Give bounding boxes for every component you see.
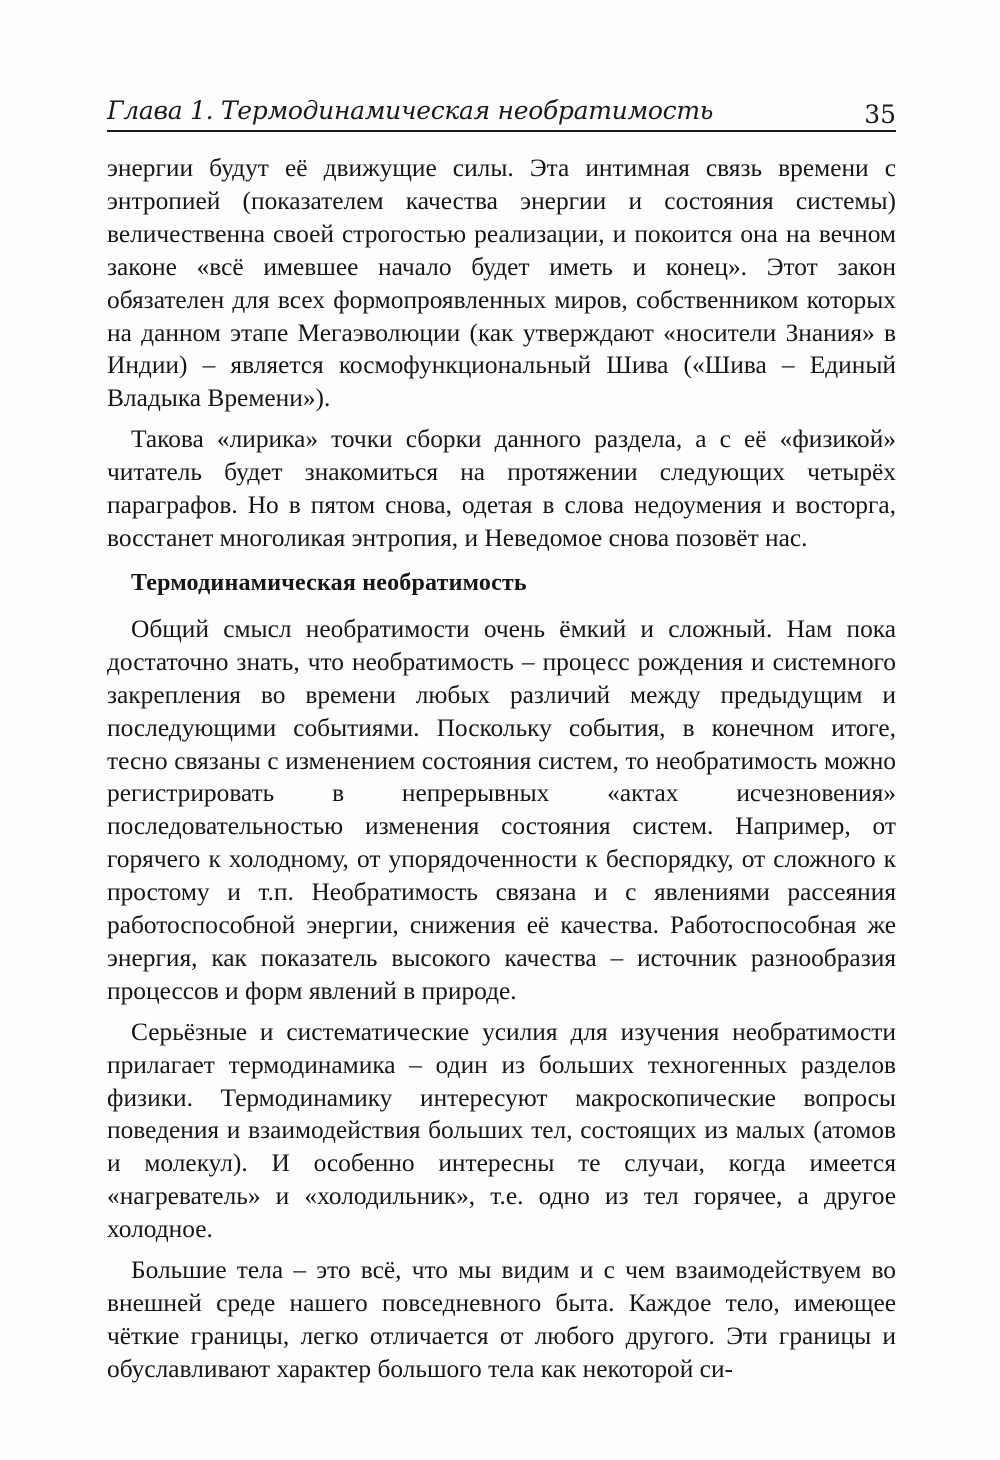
page-number: 35 <box>864 100 896 129</box>
paragraph: Такова «лирика» точки сборки данного раздела, а с её «физикой» читатель будет знакомиться на протяжении следующих четырёх параграфов. Но в пятом снова, одетая в слова недоумения и восторга, восстанет многоликая энтропия, и Неведомое снова позовёт нас. <box>107 425 896 552</box>
page-body <box>107 152 896 1394</box>
paragraph: Серьёзные и систематические усилия для изучения необратимости прилагает термодинамика – один из больших техногенных разделов физики. Термодинамику интересуют макроскопические вопросы поведения и взаимодействия больших тел, состоящих из малых (атомов и молекул). И особенно интересны те случаи, когда имеется «нагреватель» и «холодильник», т.е. одно из тел горячее, а другое холодное. <box>107 1017 896 1244</box>
section-heading: Термодинамическая необратимость <box>131 569 527 596</box>
paragraph: Большие тела – это всё, что мы видим и с чем взаимодействуем во внешней среде нашего повседневного быта. Каждое тело, имеющее чёткие границы, легко отличается от любого другого. Эти границы и обуславливают характер большого тела как некоторой си- <box>107 1256 896 1383</box>
paragraph: Общий смысл необратимости очень ёмкий и сложный. Нам пока достаточно знать, что необратимость – процесс рождения и системного закрепления во времени любых различий между предыдущим и последующими событиями. Поскольку события, в конечном итоге, тесно связаны с изменением состояния систем, то необратимость можно регистрировать в непрерывных «актах исчезновения» последовательностью изменения состояния систем. Например, от горячего к холодному, от упорядоченности к беспорядку, от сложного к простому и т.п. Необратимость связана и с явлениями рассеяния работоспособной энергии, снижения её качества. Работоспособная же энергия, как показатель высокого качества – источник разнообразия процессов и форм явлений в природе. <box>107 614 896 1005</box>
chapter-title: Глава 1. Термодинамическая необратимость <box>107 96 714 125</box>
running-header <box>107 90 896 132</box>
paragraph-continuation: энергии будут её движущие силы. Эта интимная связь времени с энтропией (показателем качества энергии и состояния системы) величественна своей строгостью реализации, и покоится она на вечном законе «всё имевшее начало будет иметь и конец». Этот закон обязателен для всех формопроявленных миров, собственником которых на данном этапе Мегаэволюции (как утверждают «носители Знания» в Индии) – является космофункциональный Шива («Шива – Единый Владыка Времени»). <box>107 154 896 413</box>
